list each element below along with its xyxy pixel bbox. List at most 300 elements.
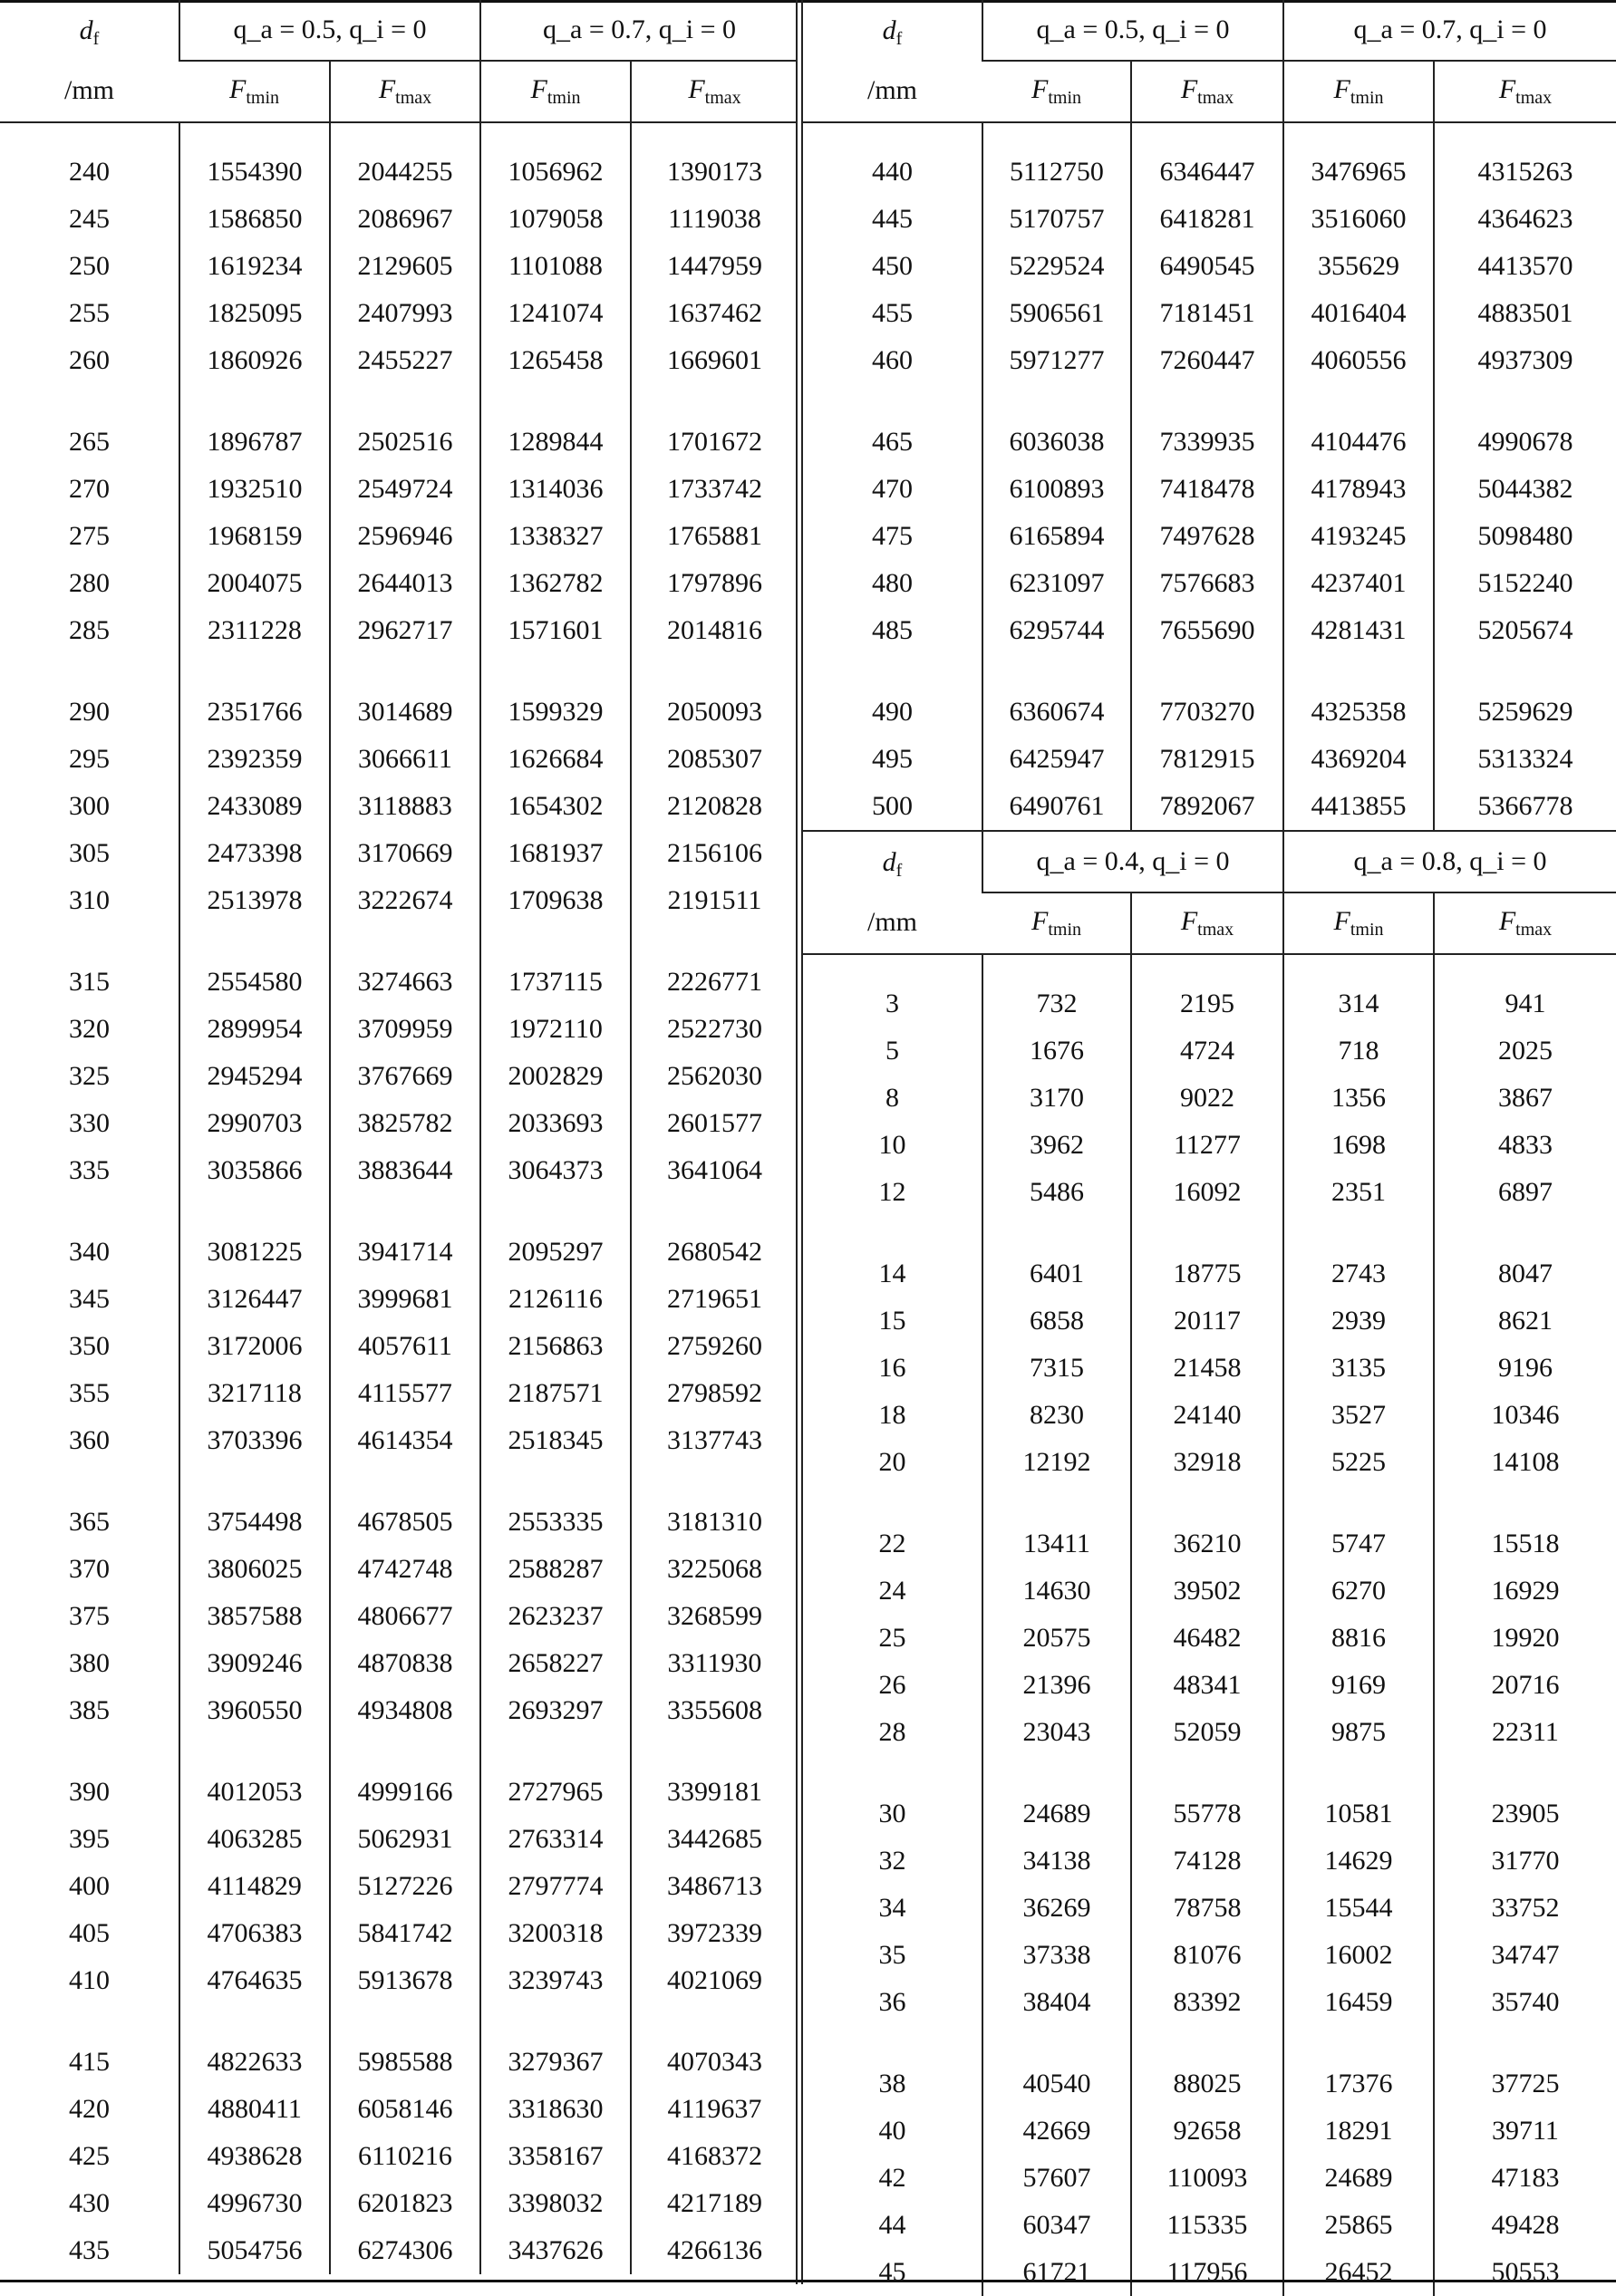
df-cell: 290	[69, 697, 110, 727]
value-cell: 2004075	[179, 560, 330, 607]
value-cell: 1362782	[480, 560, 631, 607]
value-cell: 5062931	[330, 1816, 480, 1863]
value-cell: 5841742	[330, 1910, 480, 1957]
value-cell: 2014816	[631, 607, 798, 654]
df-cell: 25	[878, 1623, 906, 1653]
value-cell: 6231097	[982, 560, 1131, 607]
right-table-upper	[803, 0, 1616, 830]
value-cell: 1338327	[480, 513, 631, 560]
value-cell: 3709959	[330, 1006, 480, 1053]
value-cell: 2392359	[179, 736, 330, 783]
value-cell: 4021069	[631, 1957, 798, 2004]
table-row	[803, 1392, 1616, 1439]
df-cell: 480	[872, 568, 913, 598]
value-cell: 732	[982, 954, 1131, 1027]
df-cell: 36	[878, 1987, 906, 2017]
value-cell: 2658227	[480, 1640, 631, 1687]
group-header-q07: q_a = 0.7, q_i = 0	[1283, 0, 1616, 61]
value-cell: 50553	[1434, 2249, 1616, 2296]
df-cell: 370	[69, 1554, 110, 1584]
value-cell: 4806677	[330, 1593, 480, 1640]
value-cell: 2763314	[480, 1816, 631, 1863]
table-row	[0, 1910, 798, 1957]
value-cell: 4870838	[330, 1640, 480, 1687]
value-cell: 5205674	[1434, 607, 1616, 654]
value-cell: 2025	[1434, 1027, 1616, 1075]
table-row	[0, 290, 798, 337]
df-cell: 350	[69, 1331, 110, 1361]
value-cell: 3137743	[631, 1417, 798, 1464]
value-cell: 34747	[1434, 1932, 1616, 1979]
col-ftmin: $F_{tmin}$	[1283, 61, 1434, 122]
value-cell: 6270	[1283, 1568, 1434, 1615]
value-cell: 4266136	[631, 2227, 798, 2274]
value-cell: 5985588	[330, 2004, 480, 2086]
value-cell: 14629	[1283, 1838, 1434, 1885]
value-cell: 52059	[1131, 1709, 1283, 1756]
table-row	[803, 290, 1616, 337]
value-cell: 110093	[1131, 2155, 1283, 2202]
value-cell: 3181310	[631, 1464, 798, 1546]
table-row	[803, 954, 1616, 1027]
value-cell: 4119637	[631, 2086, 798, 2133]
table-row	[803, 1709, 1616, 1756]
table-row	[0, 122, 798, 196]
table-row	[0, 1370, 798, 1417]
table-row	[803, 1568, 1616, 1615]
table-row	[0, 513, 798, 560]
value-cell: 3126447	[179, 1276, 330, 1323]
value-cell: 6858	[982, 1298, 1131, 1345]
value-cell: 115335	[1131, 2202, 1283, 2249]
value-cell: 61721	[982, 2249, 1131, 2296]
df-cell: 410	[69, 1965, 110, 1995]
table-row	[803, 1169, 1616, 1216]
value-cell: 21458	[1131, 1345, 1283, 1392]
value-cell: 88025	[1131, 2026, 1283, 2108]
value-cell: 1797896	[631, 560, 798, 607]
value-cell: 2554580	[179, 924, 330, 1006]
df-cell: 495	[872, 744, 913, 774]
value-cell: 60347	[982, 2202, 1131, 2249]
value-cell: 1056962	[480, 122, 631, 196]
value-cell: 2588287	[480, 1546, 631, 1593]
table-row	[0, 877, 798, 924]
df-cell: 3	[885, 989, 899, 1018]
value-cell: 6418281	[1131, 196, 1283, 243]
value-cell: 3170669	[330, 830, 480, 877]
right-table-panel	[803, 0, 1616, 2296]
df-cell: 465	[872, 427, 913, 457]
df-cell: 435	[69, 2235, 110, 2265]
value-cell: 16459	[1283, 1979, 1434, 2026]
value-cell: 1265458	[480, 337, 631, 384]
value-cell: 3225068	[631, 1546, 798, 1593]
value-cell: 6490761	[982, 783, 1131, 830]
table-row	[803, 1932, 1616, 1979]
value-cell: 4614354	[330, 1417, 480, 1464]
value-cell: 4168372	[631, 2133, 798, 2180]
df-cell: 275	[69, 521, 110, 551]
value-cell: 20117	[1131, 1298, 1283, 1345]
value-cell: 3941714	[330, 1194, 480, 1276]
value-cell: 40540	[982, 2026, 1131, 2108]
value-cell: 3318630	[480, 2086, 631, 2133]
table-row	[0, 783, 798, 830]
df-unit: /mm	[63, 75, 114, 105]
df-cell: 315	[69, 967, 110, 997]
value-cell: 4724	[1131, 1027, 1283, 1075]
value-cell: 6058146	[330, 2086, 480, 2133]
df-cell: 385	[69, 1695, 110, 1725]
df-cell: 260	[69, 345, 110, 375]
value-cell: 15518	[1434, 1486, 1616, 1568]
value-cell: 3239743	[480, 1957, 631, 2004]
value-cell: 4937309	[1434, 337, 1616, 384]
value-cell: 5913678	[330, 1957, 480, 2004]
value-cell: 2126116	[480, 1276, 631, 1323]
table-row	[0, 607, 798, 654]
value-cell: 2798592	[631, 1370, 798, 1417]
value-cell: 3274663	[330, 924, 480, 1006]
value-cell: 4193245	[1283, 513, 1434, 560]
value-cell: 3962	[982, 1122, 1131, 1169]
value-cell: 6425947	[982, 736, 1131, 783]
value-cell: 4104476	[1283, 384, 1434, 466]
table-row	[803, 2202, 1616, 2249]
value-cell: 1119038	[631, 196, 798, 243]
value-cell: 6274306	[330, 2227, 480, 2274]
df-cell: 440	[872, 157, 913, 187]
value-cell: 4833	[1434, 1122, 1616, 1169]
df-cell: 45	[878, 2257, 906, 2287]
df-cell: 445	[872, 204, 913, 234]
value-cell: 3170	[982, 1075, 1131, 1122]
value-cell: 1681937	[480, 830, 631, 877]
value-cell: 1356	[1283, 1075, 1434, 1122]
value-cell: 2033693	[480, 1100, 631, 1147]
df-cell: 405	[69, 1918, 110, 1948]
value-cell: 24689	[982, 1756, 1131, 1838]
value-cell: 5229524	[982, 243, 1131, 290]
table-row	[803, 1979, 1616, 2026]
df-cell: 390	[69, 1777, 110, 1807]
table-row	[0, 1863, 798, 1910]
col-ftmax: $F_{tmax}$	[1131, 892, 1283, 954]
table-row	[0, 736, 798, 783]
value-cell: 8816	[1283, 1615, 1434, 1662]
table-row	[803, 607, 1616, 654]
value-cell: 1698	[1283, 1122, 1434, 1169]
value-cell: 4063285	[179, 1816, 330, 1863]
value-cell: 5152240	[1434, 560, 1616, 607]
value-cell: 4678505	[330, 1464, 480, 1546]
table-row	[803, 2108, 1616, 2155]
df-cell: 35	[878, 1940, 906, 1970]
value-cell: 3035866	[179, 1147, 330, 1194]
value-cell: 25865	[1283, 2202, 1434, 2249]
value-cell: 2939	[1283, 1298, 1434, 1345]
value-cell: 5747	[1283, 1486, 1434, 1568]
df-cell: 14	[878, 1259, 906, 1288]
table-row	[0, 1194, 798, 1276]
col-ftmax: $F_{tmax}$	[1131, 61, 1283, 122]
value-cell: 2473398	[179, 830, 330, 877]
value-cell: 17376	[1283, 2026, 1434, 2108]
df-cell: 310	[69, 885, 110, 915]
value-cell: 6401	[982, 1216, 1131, 1298]
table-row	[803, 1756, 1616, 1838]
value-cell: 4217189	[631, 2180, 798, 2227]
value-cell: 1619234	[179, 243, 330, 290]
value-cell: 1314036	[480, 466, 631, 513]
value-cell: 16002	[1283, 1932, 1434, 1979]
value-cell: 2522730	[631, 1006, 798, 1053]
value-cell: 7339935	[1131, 384, 1283, 466]
value-cell: 2191511	[631, 877, 798, 924]
table-row	[0, 1006, 798, 1053]
value-cell: 2407993	[330, 290, 480, 337]
left-table-body	[0, 122, 798, 2274]
value-cell: 3014689	[330, 654, 480, 736]
df-header	[0, 0, 179, 122]
value-cell: 718	[1283, 1027, 1434, 1075]
df-cell: 320	[69, 1014, 110, 1044]
value-cell: 3909246	[179, 1640, 330, 1687]
value-cell: 3641064	[631, 1147, 798, 1194]
table-row	[803, 122, 1616, 196]
df-header: $d_f$ /mm	[803, 0, 982, 122]
value-cell: 1701672	[631, 384, 798, 466]
df-cell: 400	[69, 1871, 110, 1901]
value-cell: 7655690	[1131, 607, 1283, 654]
value-cell: 3806025	[179, 1546, 330, 1593]
value-cell: 4325358	[1283, 654, 1434, 736]
value-cell: 1968159	[179, 513, 330, 560]
df-cell: 295	[69, 744, 110, 774]
value-cell: 2050093	[631, 654, 798, 736]
value-cell: 8230	[982, 1392, 1131, 1439]
value-cell: 3437626	[480, 2227, 631, 2274]
value-cell: 4012053	[179, 1734, 330, 1816]
value-cell: 4934808	[330, 1687, 480, 1734]
table-row	[0, 2227, 798, 2274]
value-cell: 1676	[982, 1027, 1131, 1075]
value-cell: 5906561	[982, 290, 1131, 337]
value-cell: 3222674	[330, 877, 480, 924]
value-cell: 3135	[1283, 1345, 1434, 1392]
value-cell: 4996730	[179, 2180, 330, 2227]
value-cell: 3268599	[631, 1593, 798, 1640]
value-cell: 2759260	[631, 1323, 798, 1370]
value-cell: 9875	[1283, 1709, 1434, 1756]
value-cell: 2085307	[631, 736, 798, 783]
table-row	[0, 1546, 798, 1593]
value-cell: 7576683	[1131, 560, 1283, 607]
df-cell: 490	[872, 697, 913, 727]
df-cell: 34	[878, 1893, 906, 1923]
table-row	[0, 1816, 798, 1863]
df-cell: 475	[872, 521, 913, 551]
value-cell: 33752	[1434, 1885, 1616, 1932]
value-cell: 4364623	[1434, 196, 1616, 243]
table-row	[0, 2180, 798, 2227]
value-cell: 3972339	[631, 1910, 798, 1957]
value-cell: 2727965	[480, 1734, 631, 1816]
value-cell: 24689	[1283, 2155, 1434, 2202]
value-cell: 5170757	[982, 196, 1131, 243]
df-cell: 44	[878, 2210, 906, 2240]
table-row	[0, 1464, 798, 1546]
value-cell: 2601577	[631, 1100, 798, 1147]
table-row	[0, 2004, 798, 2086]
table-row	[0, 560, 798, 607]
value-cell: 2549724	[330, 466, 480, 513]
value-cell: 2351	[1283, 1169, 1434, 1216]
table-row	[803, 466, 1616, 513]
df-cell: 280	[69, 568, 110, 598]
value-cell: 1599329	[480, 654, 631, 736]
value-cell: 5313324	[1434, 736, 1616, 783]
df-cell: 42	[878, 2163, 906, 2193]
df-cell: 40	[878, 2116, 906, 2146]
df-cell: 395	[69, 1824, 110, 1854]
table-row	[803, 1216, 1616, 1298]
value-cell: 1079058	[480, 196, 631, 243]
df-cell: 455	[872, 298, 913, 328]
df-cell: 18	[878, 1400, 906, 1430]
value-cell: 7418478	[1131, 466, 1283, 513]
value-cell: 7260447	[1131, 337, 1283, 384]
value-cell: 6360674	[982, 654, 1131, 736]
df-cell: 5	[885, 1036, 899, 1066]
table-row	[803, 196, 1616, 243]
value-cell: 49428	[1434, 2202, 1616, 2249]
df-cell: 345	[69, 1284, 110, 1314]
value-cell: 57607	[982, 2155, 1131, 2202]
df-cell: 460	[872, 345, 913, 375]
value-cell: 4413570	[1434, 243, 1616, 290]
table-row	[0, 1687, 798, 1734]
value-cell: 4369204	[1283, 736, 1434, 783]
group-label: q_a = 0.5, q_i = 0	[233, 14, 427, 44]
df-cell: 305	[69, 838, 110, 868]
table-row	[0, 1417, 798, 1464]
value-cell: 3825782	[330, 1100, 480, 1147]
value-cell: 3118883	[330, 783, 480, 830]
df-cell: 265	[69, 427, 110, 457]
table-row	[0, 1100, 798, 1147]
value-cell: 18291	[1283, 2108, 1434, 2155]
value-cell: 2129605	[330, 243, 480, 290]
value-cell: 6110216	[330, 2133, 480, 2180]
value-cell: 3358167	[480, 2133, 631, 2180]
table-row	[803, 1486, 1616, 1568]
df-header: $d_f$ /mm	[803, 831, 982, 954]
value-cell: 92658	[1131, 2108, 1283, 2155]
value-cell: 22311	[1434, 1709, 1616, 1756]
value-cell: 2743	[1283, 1216, 1434, 1298]
df-cell: 420	[69, 2094, 110, 2124]
table-row	[0, 1053, 798, 1100]
value-cell: 3217118	[179, 1370, 330, 1417]
value-cell: 3486713	[631, 1863, 798, 1910]
group-header-q05: q_a = 0.5, q_i = 0	[982, 0, 1283, 61]
value-cell: 5259629	[1434, 654, 1616, 736]
group-label: q_a = 0.7, q_i = 0	[543, 14, 736, 44]
col-ftmin: $F_{tmin}$	[1283, 892, 1434, 954]
table-row	[803, 1298, 1616, 1345]
value-cell: 3081225	[179, 1194, 330, 1276]
value-cell: 3960550	[179, 1687, 330, 1734]
table-row	[803, 1662, 1616, 1709]
col-ftmax: $F_{tmax}$	[1434, 892, 1616, 954]
df-cell: 330	[69, 1108, 110, 1138]
value-cell: 8047	[1434, 1216, 1616, 1298]
value-cell: 34138	[982, 1838, 1131, 1885]
table-row	[803, 384, 1616, 466]
value-cell: 2596946	[330, 513, 480, 560]
value-cell: 14108	[1434, 1439, 1616, 1486]
value-cell: 1972110	[480, 1006, 631, 1053]
value-cell: 1101088	[480, 243, 631, 290]
value-cell: 1825095	[179, 290, 330, 337]
value-cell: 1571601	[480, 607, 631, 654]
col-ftmax: $F_{tmax}$	[631, 61, 798, 122]
value-cell: 37338	[982, 1932, 1131, 1979]
value-cell: 3857588	[179, 1593, 330, 1640]
table-row	[803, 783, 1616, 830]
value-cell: 2945294	[179, 1053, 330, 1100]
value-cell: 3311930	[631, 1640, 798, 1687]
value-cell: 1626684	[480, 736, 631, 783]
value-cell: 4764635	[179, 1957, 330, 2004]
value-cell: 4999166	[330, 1734, 480, 1816]
table-row	[803, 654, 1616, 736]
table-row	[0, 2133, 798, 2180]
df-cell: 335	[69, 1155, 110, 1185]
value-cell: 6201823	[330, 2180, 480, 2227]
value-cell: 1669601	[631, 337, 798, 384]
left-table	[0, 0, 798, 2274]
right-upper-body	[803, 122, 1616, 830]
df-cell: 15	[878, 1306, 906, 1336]
value-cell: 39711	[1434, 2108, 1616, 2155]
table-row	[0, 243, 798, 290]
df-cell: 425	[69, 2141, 110, 2171]
value-cell: 9022	[1131, 1075, 1283, 1122]
value-cell: 2797774	[480, 1863, 631, 1910]
value-cell: 2990703	[179, 1100, 330, 1147]
col-ftmax: $F_{tmax}$	[1434, 61, 1616, 122]
value-cell: 3867	[1434, 1075, 1616, 1122]
value-cell: 36269	[982, 1885, 1131, 1932]
value-cell: 6897	[1434, 1169, 1616, 1216]
value-cell: 2095297	[480, 1194, 631, 1276]
value-cell: 3476965	[1283, 122, 1434, 196]
value-cell: 4237401	[1283, 560, 1434, 607]
value-cell: 5044382	[1434, 466, 1616, 513]
group-header-q08: q_a = 0.8, q_i = 0	[1283, 831, 1616, 892]
value-cell: 1709638	[480, 877, 631, 924]
table-row	[803, 2249, 1616, 2296]
value-cell: 2433089	[179, 783, 330, 830]
table-row	[803, 1122, 1616, 1169]
value-cell: 2187571	[480, 1370, 631, 1417]
value-cell: 46482	[1131, 1615, 1283, 1662]
value-cell: 2311228	[179, 607, 330, 654]
value-cell: 9196	[1434, 1345, 1616, 1392]
